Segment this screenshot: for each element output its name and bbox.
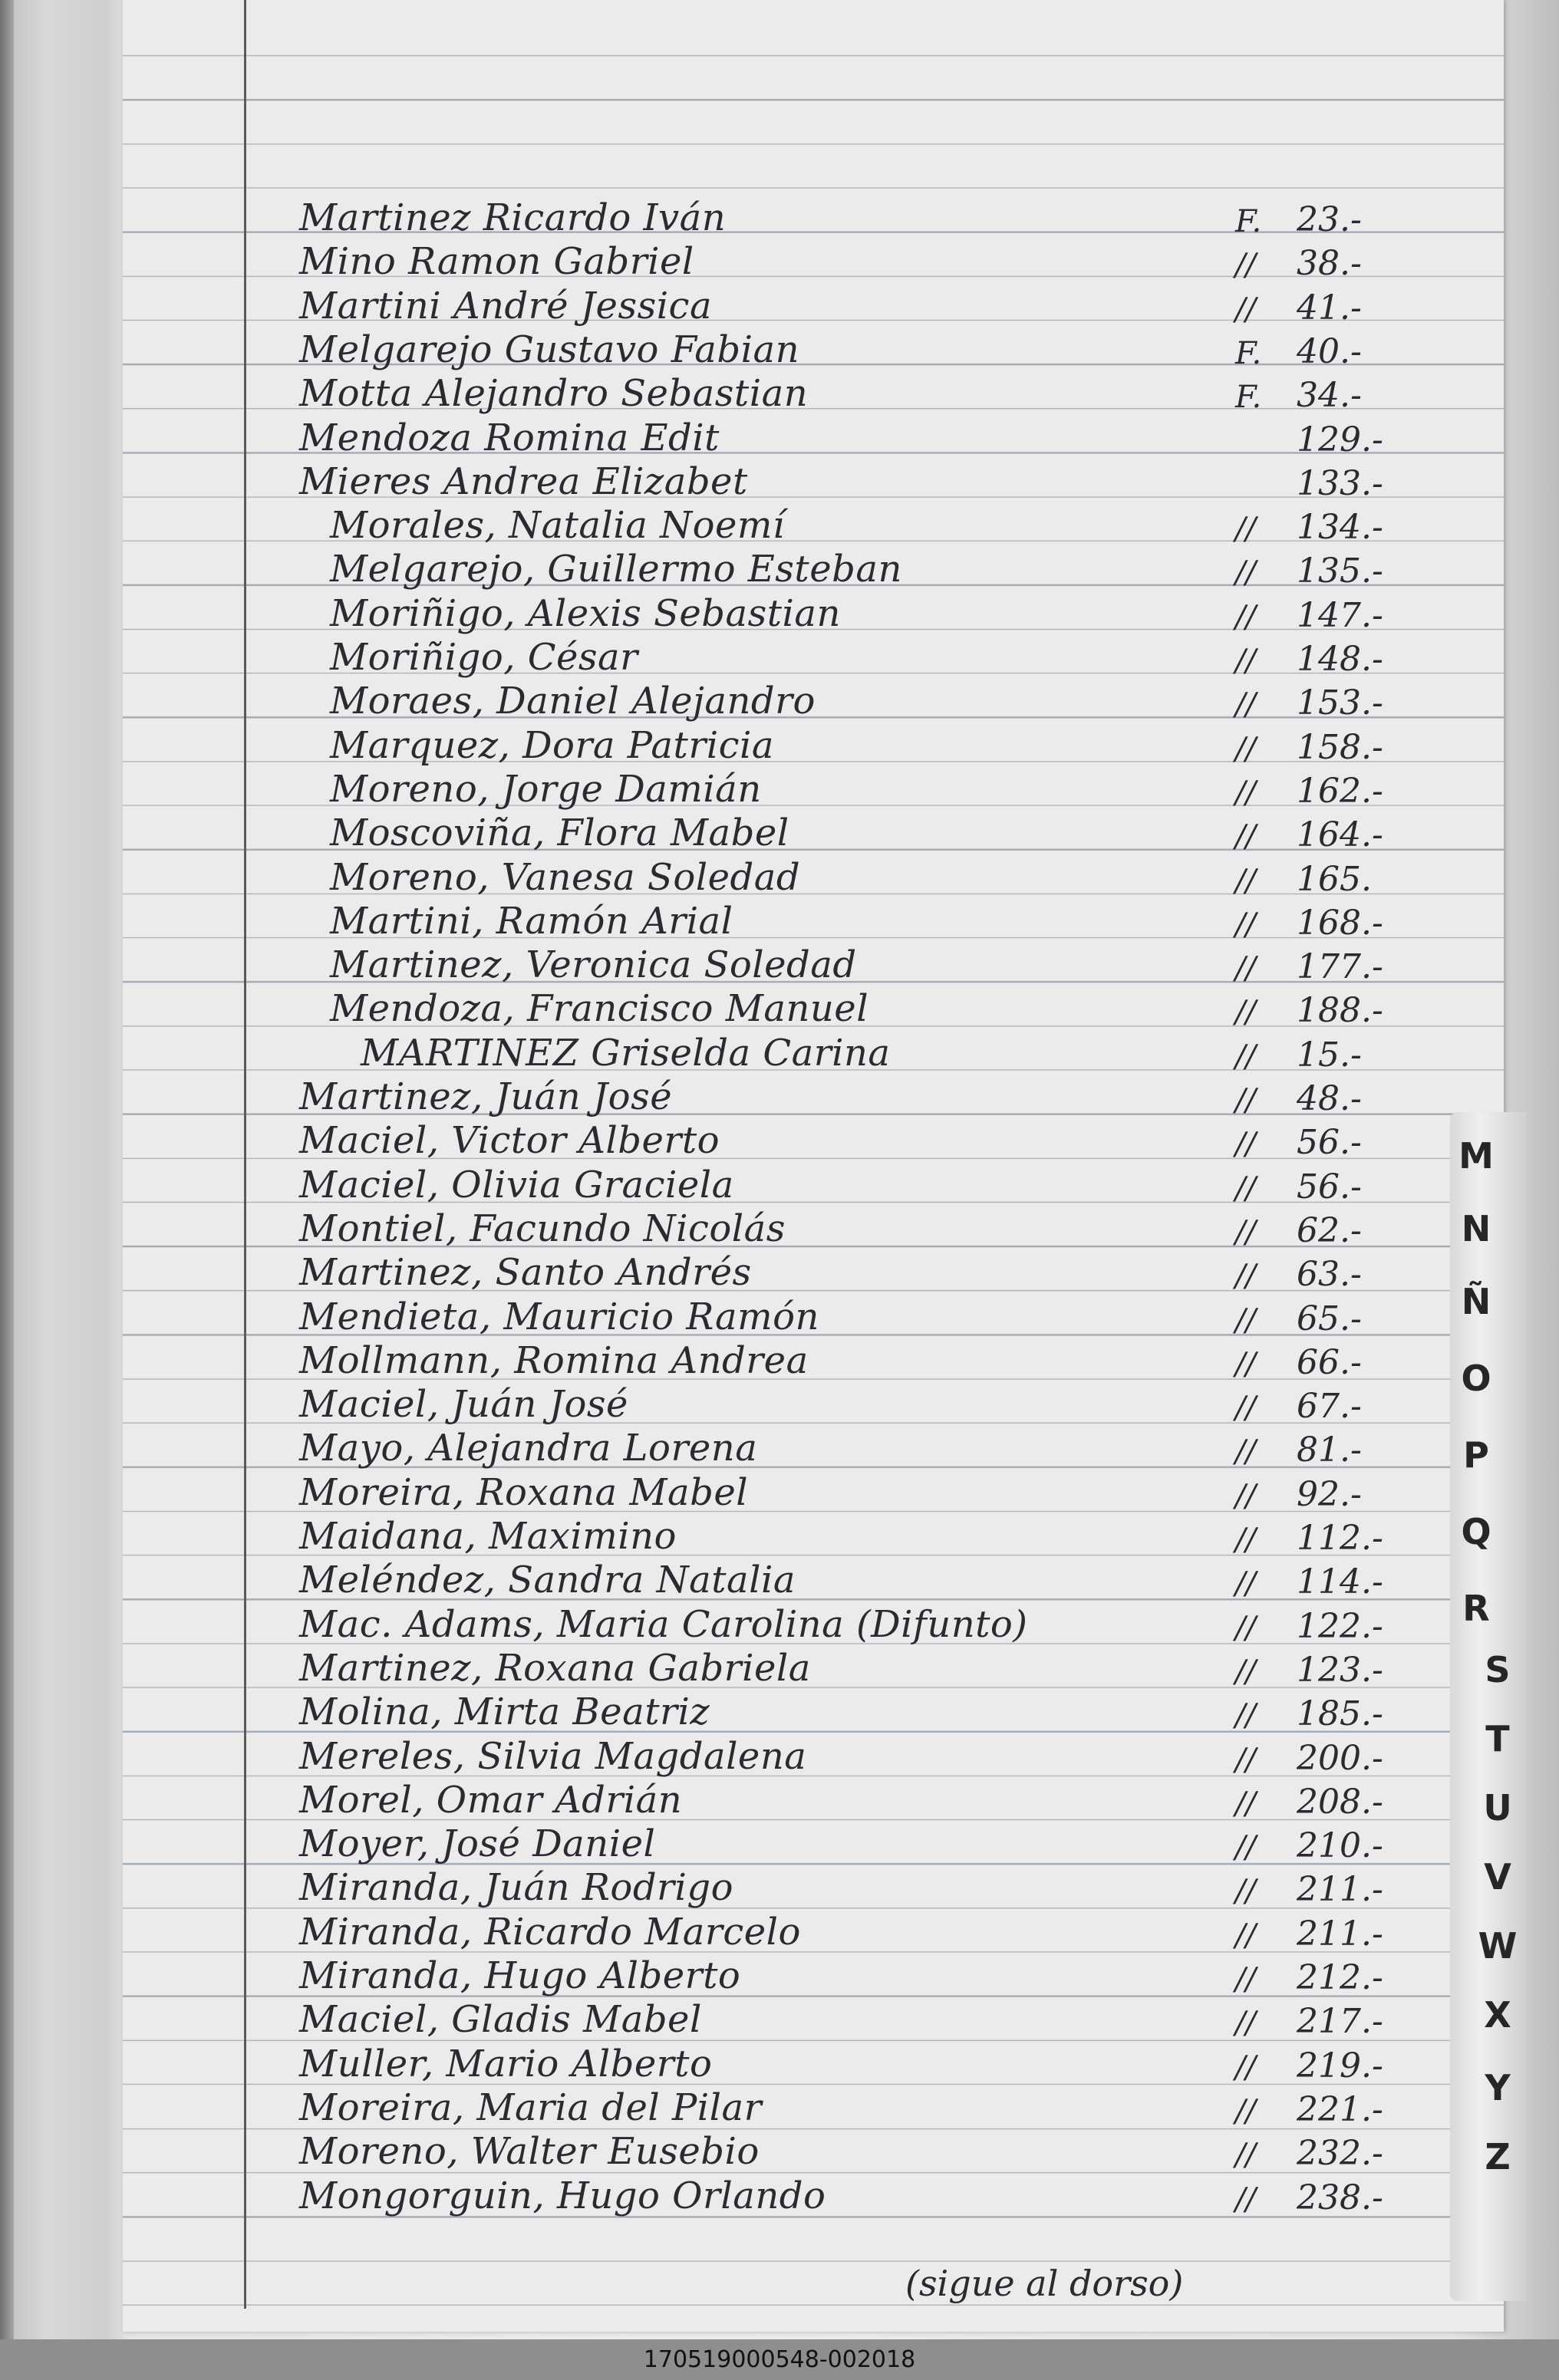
ledger-entry: [123, 1515, 1427, 1561]
entry-name: Maciel, Victor Alberto: [299, 1119, 720, 1163]
ledger-entry: [123, 2042, 1427, 2089]
entry-name: Morel, Omar Adrián: [299, 1778, 683, 1822]
entry-mark: //: [1235, 1302, 1256, 1338]
entry-number: 210.-: [1297, 1826, 1383, 1866]
ledger-entry: [123, 1954, 1427, 2000]
entry-mark: //: [1235, 1962, 1256, 1997]
entry-number: 232.-: [1297, 2134, 1383, 2174]
entry-mark: //: [1235, 1391, 1256, 1427]
image-caption: 170519000548-002018: [0, 2339, 1559, 2380]
index-tab: Z: [1485, 2136, 1511, 2178]
entry-name: Mongorguin, Hugo Orlando: [299, 2174, 826, 2217]
entry-name: Morales, Natalia Noemí: [330, 504, 785, 548]
entry-mark: //: [1235, 863, 1256, 899]
ledger-entry: [123, 1998, 1427, 2044]
entry-number: 67.-: [1297, 1387, 1362, 1427]
index-tab: U: [1483, 1787, 1512, 1829]
entry-number: 15.-: [1297, 1035, 1362, 1075]
ledger-entry: [123, 459, 1427, 506]
index-tab: Ñ: [1461, 1281, 1491, 1322]
entry-mark: //: [1235, 644, 1256, 679]
entry-name: Mereles, Silvia Magdalena: [299, 1734, 807, 1778]
ledger-entry: [123, 1383, 1427, 1429]
ledger-entry: [123, 1163, 1427, 1210]
entry-number: 56.-: [1297, 1167, 1362, 1206]
entry-name: Moscoviña, Flora Mabel: [330, 811, 789, 855]
entry-mark: //: [1235, 907, 1256, 943]
entry-name: Maciel, Gladis Mabel: [299, 1998, 702, 2042]
entry-name: Miranda, Hugo Alberto: [299, 1954, 741, 1997]
entry-number: 123.-: [1297, 1650, 1383, 1690]
entry-name: Moreira, Roxana Mabel: [299, 1470, 749, 1514]
ledger-entry: [123, 240, 1427, 286]
entry-number: 165.: [1297, 859, 1372, 899]
index-tab: X: [1484, 1994, 1511, 2036]
entry-number: 56.-: [1297, 1123, 1362, 1163]
index-tab: V: [1484, 1856, 1511, 1898]
entry-mark: //: [1235, 951, 1256, 987]
entry-number: 38.-: [1297, 244, 1362, 284]
entry-number: 219.-: [1297, 2046, 1383, 2085]
entry-name: Mino Ramon Gabriel: [299, 240, 694, 284]
entry-number: 211.-: [1297, 1870, 1383, 1910]
entry-number: 23.-: [1297, 200, 1362, 239]
entry-mark: //: [1235, 291, 1256, 328]
entry-name: Muller, Mario Alberto: [299, 2042, 713, 2085]
entry-mark: //: [1235, 1127, 1256, 1163]
entry-number: 48.-: [1297, 1079, 1362, 1118]
ledger-entry: [123, 723, 1427, 770]
index-tab: T: [1485, 1718, 1510, 1759]
entry-mark: //: [1235, 1259, 1256, 1295]
ledger-entry: [123, 1910, 1427, 1957]
entry-name: Meléndez, Sandra Natalia: [299, 1559, 796, 1602]
entry-number: 66.-: [1297, 1342, 1362, 1382]
ledger-entry: [123, 1866, 1427, 1912]
entry-number: 112.-: [1297, 1519, 1383, 1558]
ledger-entry: [123, 636, 1427, 682]
entry-number: 158.-: [1297, 727, 1383, 767]
entry-mark: //: [1235, 1083, 1256, 1118]
entry-mark: //: [1235, 687, 1256, 723]
entry-number: 135.-: [1297, 551, 1383, 591]
entry-mark: //: [1235, 775, 1256, 811]
ledger-entry: [123, 2130, 1427, 2176]
entry-number: 164.-: [1297, 815, 1383, 855]
entry-mark: //: [1235, 1170, 1256, 1206]
entry-name: Mayo, Alejandra Lorena: [299, 1427, 758, 1470]
entry-number: 200.-: [1297, 1738, 1383, 1778]
ledger-entry: [123, 548, 1427, 594]
ledger-page: [123, 0, 1504, 2332]
index-tab: R: [1462, 1588, 1490, 1629]
entry-mark: //: [1235, 1830, 1256, 1866]
entry-number: 212.-: [1297, 1958, 1383, 1997]
entry-name: Moyer, José Daniel: [299, 1822, 656, 1866]
entry-number: 34.-: [1297, 376, 1362, 416]
entry-number: 92.-: [1297, 1474, 1362, 1514]
entry-number: 188.-: [1297, 991, 1383, 1031]
entry-name: Molina, Mirta Beatriz: [299, 1690, 710, 1734]
entry-name: Moreira, Maria del Pilar: [299, 2085, 763, 2129]
entry-name: Martinez Ricardo Iván: [299, 196, 727, 239]
entry-name: Martini André Jessica: [299, 284, 713, 328]
entry-mark: //: [1235, 1434, 1256, 1470]
entry-name: Motta Alejandro Sebastian: [299, 372, 809, 416]
entry-mark: //: [1235, 1874, 1256, 1910]
entry-mark: //: [1235, 1214, 1256, 1250]
entry-mark: //: [1235, 2006, 1256, 2042]
ledger-entry: [123, 1470, 1427, 1517]
footer-note: (sigue al dorso): [905, 2263, 1184, 2304]
entry-mark: //: [1235, 2181, 1256, 2217]
entry-mark: F.: [1235, 380, 1262, 416]
index-tab: P: [1463, 1434, 1489, 1476]
ledger-entry: [123, 1427, 1427, 1473]
entry-number: 208.-: [1297, 1782, 1383, 1822]
ledger-entry: [123, 1778, 1427, 1825]
entry-number: 134.-: [1297, 508, 1383, 548]
ledger-entry: [123, 1031, 1427, 1078]
ledger-entry: [123, 284, 1427, 331]
entry-mark: F.: [1235, 335, 1262, 371]
notebook-binding: [0, 0, 14, 2339]
ledger-entry: [123, 899, 1427, 946]
ledger-entry: [123, 1646, 1427, 1693]
entry-mark: //: [1235, 1610, 1256, 1646]
alphabet-index-tabs: [1450, 1112, 1527, 2301]
entry-number: 148.-: [1297, 640, 1383, 679]
ledger-entry: [123, 2174, 1427, 2220]
entry-mark: //: [1235, 2093, 1256, 2129]
index-tab: Y: [1485, 2067, 1511, 2108]
ledger-entry: [123, 1075, 1427, 1121]
entry-name: Mieres Andrea Elizabet: [299, 459, 748, 503]
entry-name: Martinez, Juán José: [299, 1075, 673, 1118]
entry-number: 185.-: [1297, 1694, 1383, 1734]
entry-number: 211.-: [1297, 1914, 1383, 1954]
entry-number: 63.-: [1297, 1255, 1362, 1295]
entry-mark: //: [1235, 512, 1256, 548]
entry-number: 65.-: [1297, 1299, 1362, 1338]
index-tab: W: [1478, 1925, 1518, 1967]
entry-name: Melgarejo Gustavo Fabian: [299, 328, 799, 371]
index-tab: S: [1485, 1649, 1511, 1690]
ledger-entry: [123, 1690, 1427, 1736]
entry-name: Moriñigo, César: [330, 636, 638, 679]
entry-name: Mollmann, Romina Andrea: [299, 1338, 809, 1382]
index-tab: M: [1458, 1135, 1494, 1177]
entry-mark: //: [1235, 995, 1256, 1031]
entry-mark: //: [1235, 1478, 1256, 1514]
entry-name: Mac. Adams, Maria Carolina (Difunto): [299, 1602, 1028, 1646]
entry-mark: F.: [1235, 204, 1262, 239]
entry-number: 168.-: [1297, 903, 1383, 943]
entry-name: Maciel, Juán José: [299, 1383, 628, 1427]
entry-name: Marquez, Dora Patricia: [330, 723, 774, 767]
entry-mark: //: [1235, 1039, 1256, 1075]
entry-name: Martinez, Santo Andrés: [299, 1251, 752, 1295]
entry-name: MARTINEZ Griselda Carina: [361, 1031, 891, 1075]
entry-name: Moriñigo, Alexis Sebastian: [330, 591, 841, 635]
entry-name: Mendoza, Francisco Manuel: [330, 987, 869, 1031]
entry-number: 153.-: [1297, 683, 1383, 723]
ledger-entry: [123, 1251, 1427, 1297]
entry-mark: //: [1235, 1654, 1256, 1690]
ledger-entry: [123, 1734, 1427, 1781]
ledger-entry: [123, 591, 1427, 638]
ledger-entry: [123, 811, 1427, 858]
entry-name: Moreno, Jorge Damián: [330, 767, 762, 811]
ledger-entry: [123, 504, 1427, 550]
ledger-entry: [123, 1119, 1427, 1165]
ledger-entry: [123, 1602, 1427, 1649]
entry-mark: //: [1235, 555, 1256, 591]
entry-number: 133.-: [1297, 463, 1383, 503]
entry-number: 177.-: [1297, 947, 1383, 987]
index-tab: Q: [1461, 1511, 1491, 1552]
entry-mark: //: [1235, 1917, 1256, 1954]
entry-name: Miranda, Juán Rodrigo: [299, 1866, 733, 1910]
ledger-entry: [123, 372, 1427, 418]
entry-number: 238.-: [1297, 2178, 1383, 2217]
entry-name: Moreno, Walter Eusebio: [299, 2130, 760, 2174]
entry-name: Maciel, Olivia Graciela: [299, 1163, 734, 1206]
entry-number: 40.-: [1297, 331, 1362, 371]
entry-mark: //: [1235, 248, 1256, 284]
entry-number: 147.-: [1297, 595, 1383, 635]
entry-mark: //: [1235, 2049, 1256, 2085]
entry-number: 41.-: [1297, 288, 1362, 328]
ledger-entry: [123, 1206, 1427, 1253]
ledger-entry: [123, 416, 1427, 463]
ledger-entry: [123, 855, 1427, 902]
ledger-entry: [123, 328, 1427, 374]
entry-mark: //: [1235, 1346, 1256, 1382]
entry-mark: //: [1235, 1786, 1256, 1822]
entry-mark: //: [1235, 1698, 1256, 1734]
entry-mark: //: [1235, 1522, 1256, 1558]
entry-name: Melgarejo, Guillermo Esteban: [330, 548, 902, 591]
entry-name: Montiel, Facundo Nicolás: [299, 1206, 786, 1250]
entry-mark: //: [1235, 1566, 1256, 1602]
ledger-entry: [123, 987, 1427, 1033]
entry-number: 221.-: [1297, 2089, 1383, 2129]
ledger-entry: [123, 943, 1427, 989]
entry-name: Mendieta, Mauricio Ramón: [299, 1295, 819, 1338]
ledger-entry: [123, 196, 1427, 242]
entry-name: Martinez, Roxana Gabriela: [299, 1646, 811, 1690]
entry-mark: //: [1235, 819, 1256, 855]
entry-number: 217.-: [1297, 2002, 1383, 2042]
index-tab: O: [1461, 1358, 1491, 1399]
entry-name: Miranda, Ricardo Marcelo: [299, 1910, 801, 1954]
entry-name: Maidana, Maximino: [299, 1515, 677, 1558]
ledger-entry: [123, 1338, 1427, 1385]
entry-number: 114.-: [1297, 1562, 1383, 1602]
ledger-entry: [123, 2085, 1427, 2132]
entry-number: 129.-: [1297, 420, 1383, 459]
entry-mark: //: [1235, 731, 1256, 767]
entry-name: Martini, Ramón Arial: [330, 899, 733, 943]
entry-name: Martinez, Veronica Soledad: [330, 943, 857, 987]
entry-mark: //: [1235, 599, 1256, 635]
entry-number: 62.-: [1297, 1210, 1362, 1250]
entry-name: Mendoza Romina Edit: [299, 416, 720, 459]
ledger-entry: [123, 1295, 1427, 1341]
ledger-entry: [123, 1559, 1427, 1605]
entry-mark: //: [1235, 1742, 1256, 1778]
ledger-entry: [123, 1822, 1427, 1868]
ledger-entry: [123, 680, 1427, 726]
ledger-entry: [123, 767, 1427, 814]
entry-name: Moreno, Vanesa Soledad: [330, 855, 801, 899]
index-tab: N: [1461, 1208, 1491, 1249]
entry-number: 162.-: [1297, 771, 1383, 811]
entry-mark: //: [1235, 2138, 1256, 2174]
entry-number: 122.-: [1297, 1606, 1383, 1646]
entry-name: Moraes, Daniel Alejandro: [330, 680, 816, 723]
entry-number: 81.-: [1297, 1430, 1362, 1470]
